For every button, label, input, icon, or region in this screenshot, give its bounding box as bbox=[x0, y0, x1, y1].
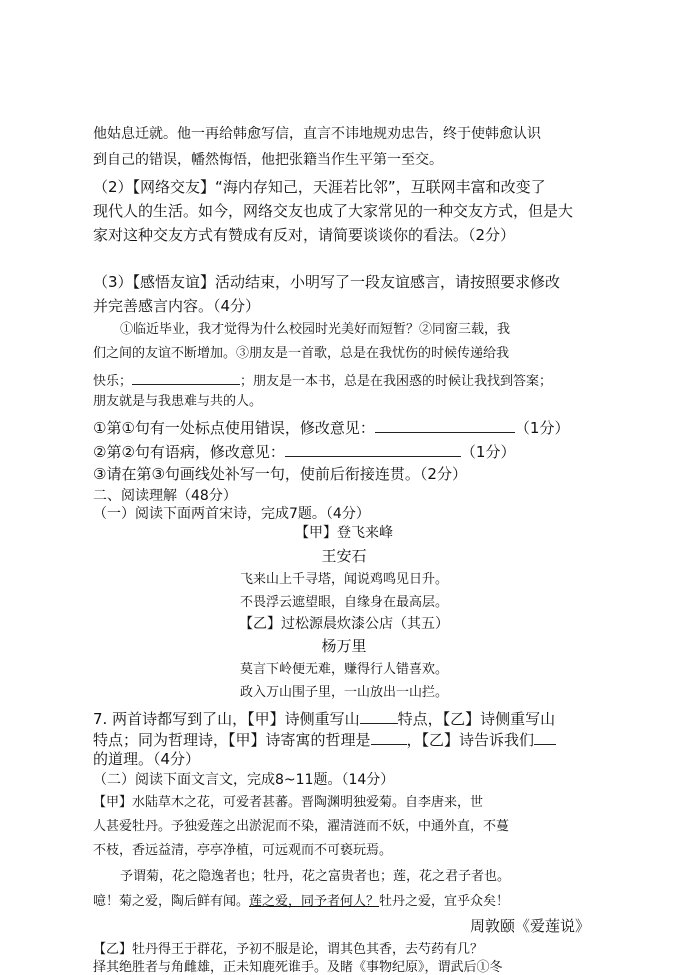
poem-line: 莫言下岭便无难，赚得行人错喜欢。 bbox=[239, 662, 448, 677]
paragraph-line: 他姑息迁就。他一再给韩愈写信，直言不讳地规劝忠告，终于使韩愈认识 bbox=[93, 126, 541, 142]
answer-text: ②第②句有语病，修改意见： bbox=[93, 443, 285, 461]
question-2-line: （2）【网络交友】“海内存知己，天涯若比邻”，互联网丰富和改变了 bbox=[93, 178, 546, 196]
answer-line bbox=[93, 419, 569, 436]
text-line: 予谓菊，花之隐逸者也；牡丹，花之富贵者也；莲，花之君子者也。 bbox=[120, 869, 511, 884]
fill-blank[interactable] bbox=[534, 731, 556, 745]
question-3-line: （3）【感悟友谊】活动结束，小明写了一段友谊感言，请按照要求修改 bbox=[93, 273, 561, 291]
section-subtitle: （一）阅读下面两首宋诗，完成7题。（4分） bbox=[93, 506, 370, 522]
poem-author: 杨万里 bbox=[321, 637, 367, 655]
essay-line: ①临近毕业，我才觉得为什么校园时光美好而短暂？②同窗三载，我 bbox=[120, 322, 511, 337]
essay-text: ；朋友是一本书，总是在我困惑的时候让我找到答案； bbox=[240, 374, 553, 389]
essay-line: 们之间的友谊不断增加。③朋友是一首歌，总是在我忧伤的时候传递给我 bbox=[93, 346, 510, 361]
question-7-line bbox=[93, 710, 555, 727]
section-title: 二、阅读理解（48分） bbox=[93, 488, 237, 504]
fill-blank[interactable] bbox=[360, 710, 398, 724]
text-line: 人甚爱牡丹。予独爱莲之出淤泥而不染，濯清涟而不妖，中通外直，不蔓 bbox=[93, 819, 510, 834]
poem-line: 政入万山围子里，一山放出一山拦。 bbox=[239, 685, 448, 700]
fill-blank[interactable] bbox=[371, 731, 407, 745]
section-subtitle: （二）阅读下面文言文，完成8~11题。（14分） bbox=[93, 772, 395, 788]
question-2-line: 现代人的生活。如今，网络交友也成了大家常见的一种交友方式，但是大 bbox=[93, 202, 574, 220]
question-text: 特点，【乙】诗侧重写山 bbox=[397, 710, 556, 728]
question-text: 特点；同为哲理诗，【甲】诗寄寓的哲理是 bbox=[93, 731, 371, 749]
question-7-line bbox=[93, 731, 556, 748]
question-7-line: 的道理。（4分） bbox=[93, 750, 201, 768]
poem-title: 【乙】过松源晨炊漆公店（其五） bbox=[239, 616, 449, 632]
answer-score: （1分） bbox=[514, 419, 570, 437]
question-3-line: 并完善感言内容。（4分） bbox=[93, 297, 261, 315]
text-line: 不枝，香远益清，亭亭净植，可远观而不可亵玩焉。 bbox=[93, 843, 393, 858]
text-segment: 噫！菊之爱，陶后鲜有闻。 bbox=[93, 894, 250, 909]
fill-blank[interactable] bbox=[132, 371, 240, 385]
text-line bbox=[93, 895, 509, 908]
question-text: ，【乙】诗告诉我们 bbox=[406, 731, 535, 749]
answer-score: （1分） bbox=[460, 443, 516, 461]
underlined-sentence: 莲之爱，同予者何人？ bbox=[249, 894, 380, 909]
poem-title: 【甲】登飞来峰 bbox=[295, 525, 393, 541]
text-line: 【乙】牡丹得王于群花，予初不服是论，谓其色其香，去芍药有几？ bbox=[93, 942, 484, 957]
essay-line bbox=[93, 371, 552, 388]
poem-author: 王安石 bbox=[321, 547, 367, 565]
answer-blank[interactable] bbox=[375, 419, 515, 433]
answer-blank[interactable] bbox=[285, 443, 461, 457]
text-line: 【甲】水陆草木之花，可爱者甚蕃。晋陶渊明独爱菊。自李唐来，世 bbox=[93, 795, 484, 810]
text-source: 周敦颐《爱莲说》 bbox=[470, 917, 591, 935]
poem-line: 飞来山上千寻塔，闻说鸡鸣见日升。 bbox=[239, 572, 448, 587]
question-2-line: 家对这种交友方式有赞成有反对，请简要谈谈你的看法。（2分） bbox=[93, 226, 516, 244]
question-text: 7. 两首诗都写到了山，【甲】诗侧重写山 bbox=[93, 710, 360, 728]
paragraph-line: 到自己的错误，幡然悔悟，他把张籍当作生平第一至交。 bbox=[93, 152, 443, 168]
essay-line: 朋友就是与我患难与共的人。 bbox=[93, 394, 263, 409]
answer-line bbox=[93, 443, 515, 460]
text-line: 择其绝胜者与角雌雄，正未知鹿死谁手。及睹《事物纪原》，谓武后①冬 bbox=[93, 960, 503, 975]
essay-text: 快乐； bbox=[93, 374, 133, 389]
answer-text: ①第①句有一处标点使用错误，修改意见： bbox=[93, 419, 375, 437]
poem-line: 不畏浮云遮望眼，自缘身在最高层。 bbox=[239, 595, 448, 610]
answer-line: ③请在第③句画线处补写一句，使前后衔接连贯。（2分） bbox=[93, 465, 467, 483]
text-segment: 牡丹之爱，宜乎众矣！ bbox=[379, 894, 510, 909]
